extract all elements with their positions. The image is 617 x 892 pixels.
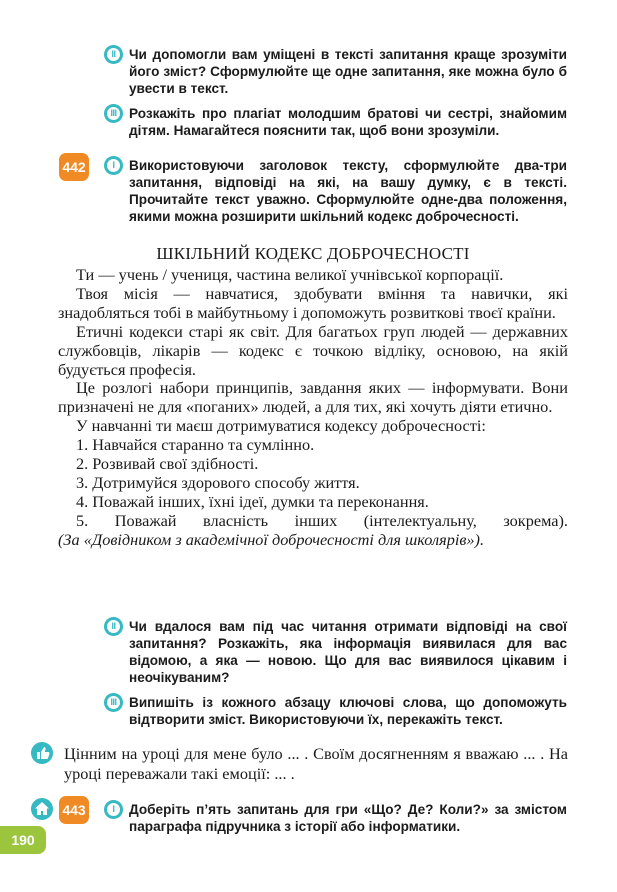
thumbs-up-icon [31, 742, 53, 764]
house-icon [31, 798, 53, 820]
level-iii-icon: III [104, 104, 123, 123]
rule-item: 1. Навчайся старанно та сумлінно. [76, 435, 315, 455]
task-442-text: Використовуючи заголовок тексту, сформулюйте два-три запитання, відповіді на які, на вашу думку, є в тексті. Прочитайте текст уважно. Сформулюйте одне-два положення, якими можна розширити шкільний кодекс доброчесності. [129, 158, 567, 224]
level-i-icon: I [104, 800, 123, 819]
paragraph: Етичні кодекси старі як світ. Для багатьох груп людей — державних службовців, лікарів — кодекс є точкою відліку, основою, на якій будується професія. [58, 321, 568, 379]
rule-item: 4. Поважай інших, їхні ідеї, думки та переконання. [76, 491, 429, 511]
level-ii-icon: II [104, 45, 123, 64]
task-number-badge: 443 [59, 796, 89, 824]
paragraph: Це розлогі набори принципів, завдання яких — інформувати. Вони призначені не для «поганих» людей, а для тих, які хочуть діяти етично. [58, 378, 568, 417]
rule-item: 2. Розвивай свої здібності. [76, 454, 259, 474]
text-title: ШКІЛЬНИЙ КОДЕКС ДОБРОЧЕСНОСТІ [156, 244, 470, 263]
task-item-iii: Розкажіть про плагіат молодшим братові чи сестрі, знайомим дітям. Намагайтеся пояснити так, щоб вони зрозуміли. [129, 106, 567, 138]
page-number: 190 [0, 826, 46, 854]
task-item-iii: Випишіть із кожного абзацу ключові слова, що допоможуть відтворити зміст. Використовуючи їх, перекажіть текст. [129, 695, 567, 727]
task-number-badge: 442 [59, 153, 89, 181]
rule-item: 5. Поважай власність інших (інтелектуальну, зокрема). [76, 510, 568, 530]
level-ii-icon: II [104, 617, 123, 636]
rule-item: 3. Дотримуйся здорового способу життя. [76, 472, 360, 492]
paragraph: У навчанні ти маєш дотримуватися кодексу доброчесності: [76, 416, 486, 436]
source-citation: (За «Довідником з академічної доброчесності для школярів»). [58, 529, 485, 549]
paragraph: Ти — учень / учениця, частина великої учнівської корпорації. [76, 265, 504, 284]
level-i-icon: I [104, 156, 123, 175]
reading-text [58, 266, 568, 550]
task-item-ii: Чи допомогли вам уміщені в тексті запитання краще зрозуміти його зміст? Сформулюйте ще одне запитання, яке можна було б увести в текст. [129, 47, 567, 96]
level-iii-icon: III [104, 693, 123, 712]
reflection-text: Цінним на уроці для мене було ... . Своїм досягненням я вважаю ... . На уроці переважали такі емоції: ... . [64, 744, 568, 783]
task-443-text: Доберіть п’ять запитань для гри «Що? Де? Коли?» за змістом параграфа підручника з історії або інформатики. [129, 802, 567, 834]
task-item-ii: Чи вдалося вам під час читання отримати відповіді на свої запитання? Розкажіть, яка інформація виявилася для вас відомою, а яка — новою. Що для вас виявилося цікавим і неочікуваним? [129, 619, 567, 685]
paragraph: Твоя місія — навчатися, здобувати вміння та навички, які знадобляться тобі в майбутньому і допоможуть розвиткові твоєї країни. [58, 283, 568, 322]
